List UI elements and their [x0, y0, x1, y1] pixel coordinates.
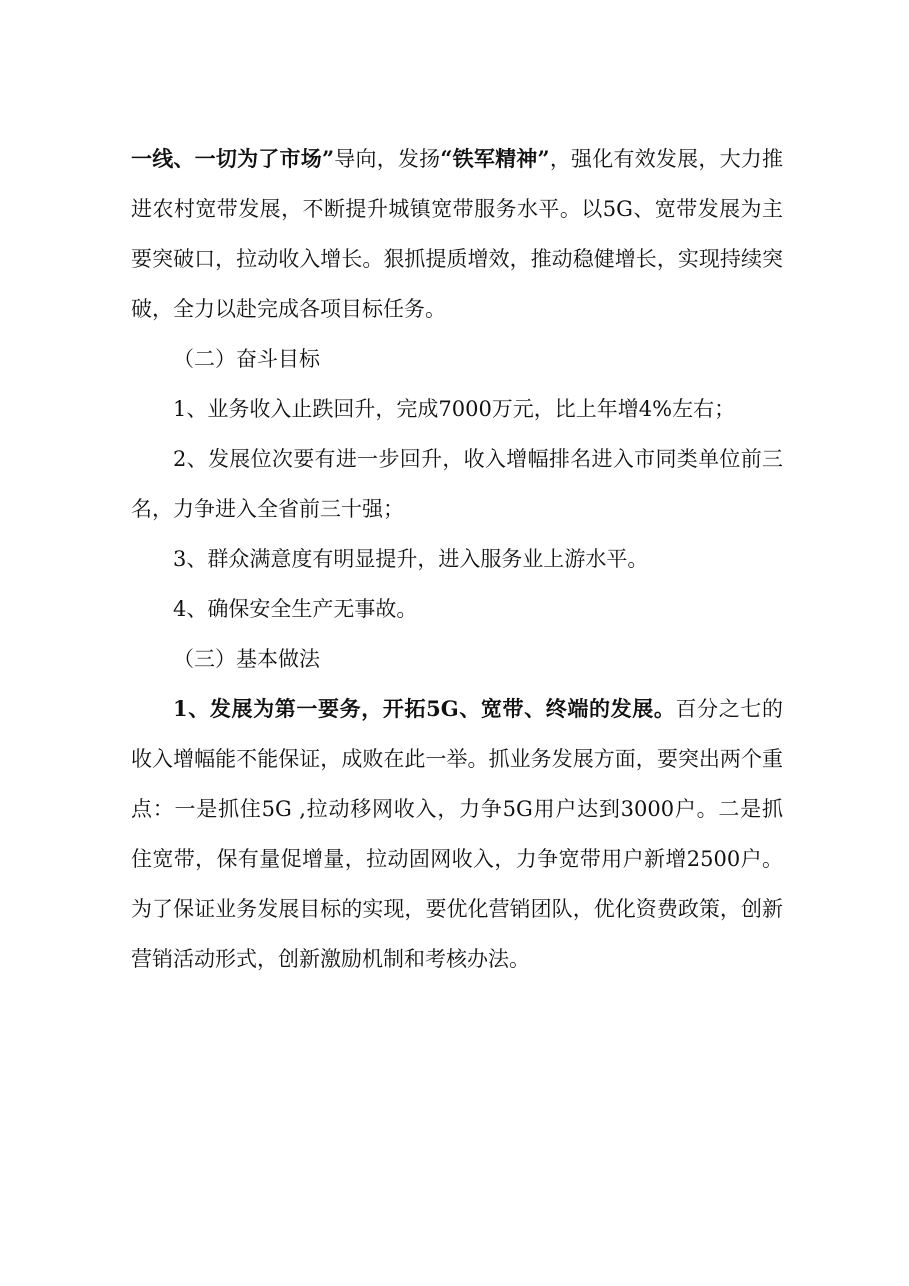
bold-phrase-market: 一线、一切为了市场”	[131, 146, 335, 171]
goal-item-1: 1、业务收入止跌回升，完成7000万元，比上年增4%左右；	[173, 397, 736, 421]
goal-item-2: 2、发展位次要有进一步回升，收入增幅排名进入市同类单位前三名，力争进入全省前三十强；	[131, 447, 783, 521]
bold-phrase-spirit: “铁军精神”	[440, 146, 550, 171]
goal-item-4: 4、确保安全生产无事故。	[173, 597, 418, 621]
method-1-body: 百分之七的收入增幅能不能保证，成败在此一举。抓业务发展方面，要突出两个重点：一是抓住5G ,拉动移网收入，力争5G用户达到3000户。二是抓住宽带，保有量促增量，拉动固网收入，力争宽带用户新增2500户。为了保证业务发展目标的实现，要优化营销团队，优化资费政策，创新营销活动形式，创新激励机制和考核办法。	[131, 697, 784, 971]
method-1-title: 1、发展为第一要务，开拓5G、宽带、终端的发展。	[173, 696, 676, 721]
section-heading-goals: （二）奋斗目标	[173, 347, 320, 371]
paragraph-method-1	[131, 684, 783, 984]
text-segment: 导向，发扬	[334, 147, 441, 171]
paragraph-intro	[131, 134, 783, 334]
section-heading-methods: （三）基本做法	[173, 647, 320, 671]
text-segment: ，强化有效发展，大力推进农村宽带发展，不断提升城镇宽带服务水平。以5G、宽带发展为主要突破口，拉动收入增长。狠抓提质增效，推动稳健增长，实现持续突破，全力以赴完成各项目标任务。	[131, 147, 783, 321]
document-body	[131, 134, 783, 984]
goal-item-3: 3、群众满意度有明显提升，进入服务业上游水平。	[173, 547, 649, 571]
